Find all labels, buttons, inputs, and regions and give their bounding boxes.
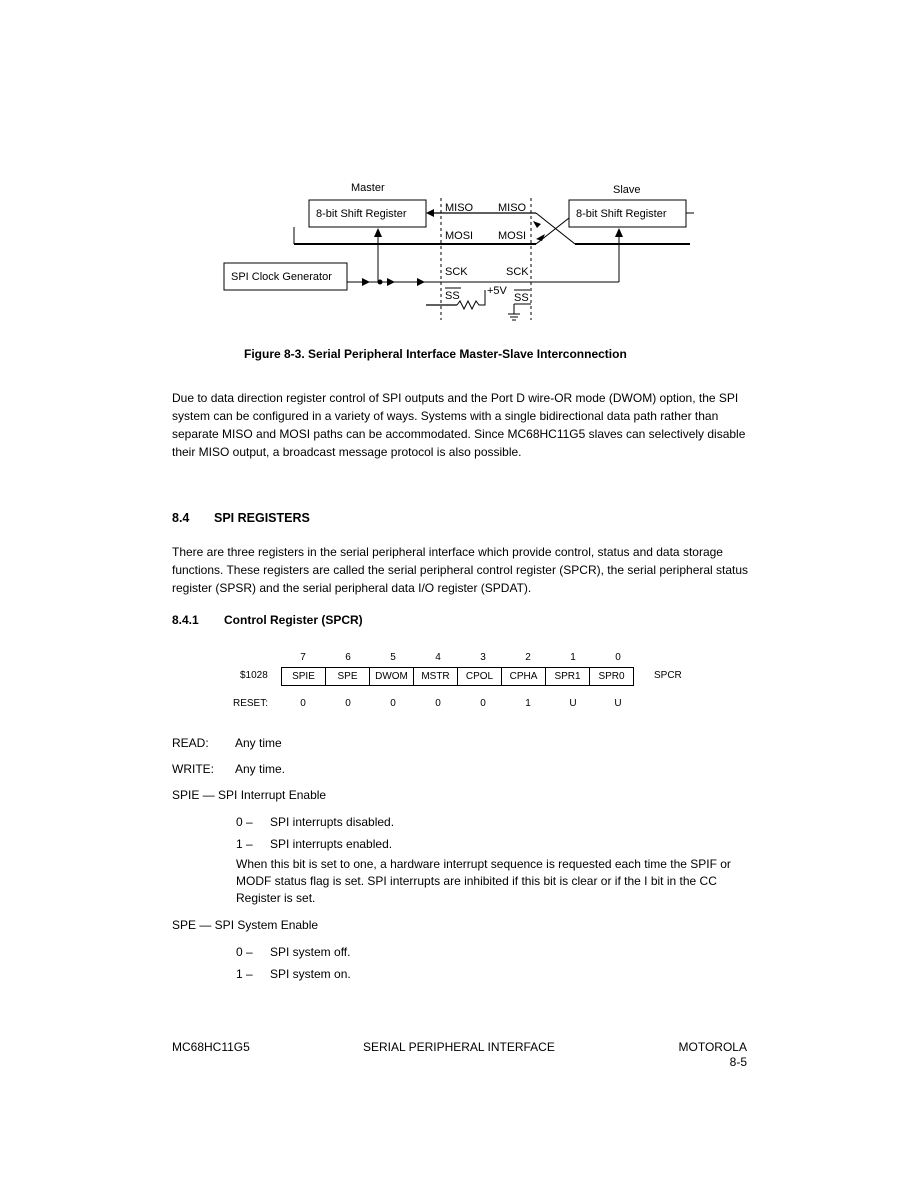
subsection-title: Control Register (SPCR)	[224, 613, 363, 627]
register-bit: SPR1	[546, 668, 590, 686]
reset-value: U	[569, 698, 577, 709]
option-text: SPI system on.	[270, 967, 351, 981]
section-title: SPI REGISTERS	[214, 511, 310, 525]
reset-value: 1	[525, 698, 531, 709]
footer-chapter: SERIAL PERIPHERAL INTERFACE	[363, 1040, 555, 1054]
bit-number: 5	[390, 652, 396, 663]
option-number: 0	[236, 945, 243, 959]
master-label: Master	[351, 182, 385, 194]
spie-option-0: 0 – SPI interrupts disabled.	[236, 815, 395, 829]
register-bit: SPIE	[282, 668, 326, 686]
spe-heading: SPE — SPI System Enable	[172, 918, 319, 932]
read-access	[172, 736, 282, 750]
reset-value: 0	[390, 698, 396, 709]
mosi-slave-label: MOSI	[498, 230, 527, 242]
write-value: Any time.	[235, 762, 286, 776]
spie-heading: SPIE — SPI Interrupt Enable	[172, 788, 327, 802]
miso-slave-label: MISO	[498, 202, 527, 214]
register-address: $1028	[240, 670, 268, 681]
register-bit: SPR0	[590, 668, 634, 686]
section-paragraph: There are three registers in the serial peripheral interface which provide control, status and data storage functions. These registers are called the serial peripheral control register (SPCR), the serial peripheral status register (SPSR) and the serial peripheral data I/O register (SPDAT).	[172, 545, 749, 595]
reset-label: RESET:	[233, 698, 269, 709]
option-text: SPI interrupts disabled.	[270, 815, 395, 829]
read-label: READ:	[172, 736, 209, 750]
spe-option-1: 1 – SPI system on.	[236, 967, 351, 981]
bit-number: 6	[345, 652, 351, 663]
read-value: Any time	[235, 736, 282, 750]
slave-shift-register-label: 8-bit Shift Register	[576, 208, 667, 220]
slave-label: Slave	[613, 184, 641, 196]
write-label: WRITE:	[172, 762, 214, 776]
register-bit-table	[281, 667, 634, 686]
option-number: 1	[236, 967, 243, 981]
pull-up-resistor	[457, 290, 485, 309]
reset-value: U	[614, 698, 622, 709]
register-bit: MSTR	[414, 668, 458, 686]
reset-value: 0	[435, 698, 441, 709]
subsection-number: 8.4.1	[172, 613, 199, 627]
spe-option-0: 0 – SPI system off.	[236, 945, 351, 959]
option-number: 1	[236, 837, 243, 851]
footer-brand: MOTOROLA	[678, 1040, 747, 1054]
master-shift-register-label: 8-bit Shift Register	[316, 208, 407, 220]
option-number: 0	[236, 815, 243, 829]
spie-note: When this bit is set to one, a hardware interrupt sequence is requested each time the SPIF or MODF status flag is set. SPI interrupts are inhibited if this bit is clear or if the I bit in the CC Register is set.	[236, 857, 731, 905]
register-bit: DWOM	[370, 668, 414, 686]
supply-label: +5V	[487, 285, 507, 297]
mosi-master-label: MOSI	[445, 230, 474, 242]
sck-slave-label: SCK	[506, 266, 529, 278]
footer-page-number: 8-5	[729, 1055, 747, 1069]
miso-master-label: MISO	[445, 202, 474, 214]
bit-number: 1	[570, 652, 576, 663]
section-number: 8.4	[172, 511, 190, 525]
reset-value: 0	[480, 698, 486, 709]
ss-slave-label: SS	[514, 292, 529, 304]
intro-paragraph: Due to data direction register control of SPI outputs and the Port D wire-OR mode (DWOM) option, the SPI system can be configured in a variety of ways. Systems with a single bidirectional data path rather than separate MISO and MOSI paths can be accommodated. Since MC68HC11G5 slaves can selectively disable their MISO output, a broadcast message protocol is also possible.	[172, 391, 746, 459]
clock-generator-label: SPI Clock Generator	[231, 271, 332, 283]
register-name: SPCR	[654, 670, 682, 681]
bit-number: 2	[525, 652, 531, 663]
register-bit: SPE	[326, 668, 370, 686]
spie-option-1: 1 – SPI interrupts enabled.	[236, 837, 393, 851]
reset-value: 0	[345, 698, 351, 709]
option-text: SPI interrupts enabled.	[270, 837, 393, 851]
spi-interconnection-diagram	[0, 0, 919, 340]
sck-master-label: SCK	[445, 266, 468, 278]
figure-caption: Figure 8-3. Serial Peripheral Interface Master-Slave Interconnection	[244, 347, 627, 361]
bit-number: 4	[435, 652, 441, 663]
bit-number: 0	[615, 652, 621, 663]
write-access	[172, 762, 285, 776]
ss-master-label: SS	[445, 290, 460, 302]
option-text: SPI system off.	[270, 945, 351, 959]
bit-number: 3	[480, 652, 486, 663]
reset-value: 0	[300, 698, 306, 709]
bit-number: 7	[300, 652, 306, 663]
footer-part-number: MC68HC11G5	[172, 1040, 250, 1054]
section-heading	[172, 511, 310, 525]
register-bit: CPHA	[502, 668, 546, 686]
register-bit: CPOL	[458, 668, 502, 686]
subsection-heading	[172, 613, 363, 627]
